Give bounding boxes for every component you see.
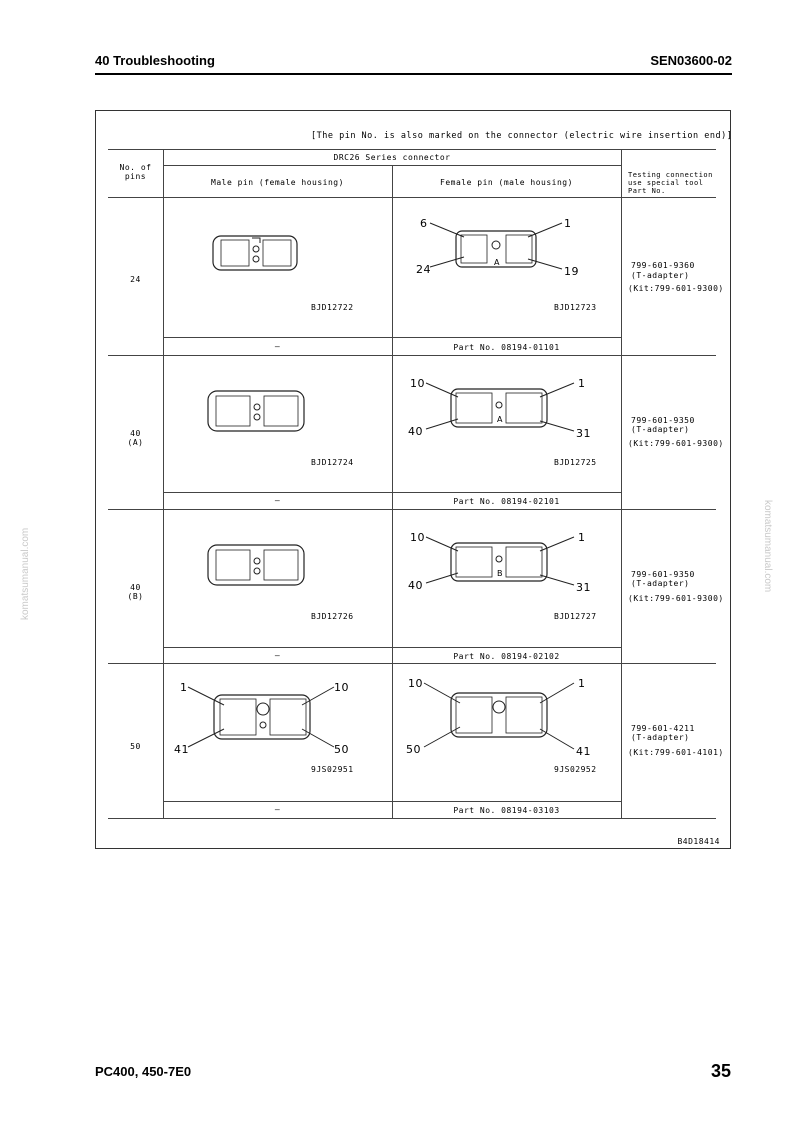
male-figure-code: BJD12726 — [311, 612, 354, 621]
row-pins: 24 — [130, 275, 141, 284]
female-figure-code: BJD12727 — [554, 612, 597, 621]
figure-code: B4D18414 — [677, 837, 720, 846]
female-figure-code: BJD12725 — [554, 458, 597, 467]
pin-label: 50 — [334, 743, 349, 756]
male-figure-code: BJD12724 — [311, 458, 354, 467]
watermark-right: komatsumanual.com — [762, 500, 773, 593]
table-rule — [108, 149, 716, 150]
group-title: DRC26 Series connector — [333, 153, 451, 162]
row-pins: 50 — [130, 742, 141, 751]
table-rule — [108, 818, 716, 819]
tool-part: 799-601-9360 — [631, 261, 695, 270]
male-figure-code: BJD12722 — [311, 303, 354, 312]
pin-label: 1 — [578, 377, 586, 390]
tool-kit: (Kit:799-601-4101) — [628, 748, 724, 757]
female-connector-40b-drawing — [406, 531, 591, 593]
pin-label: 1 — [564, 217, 572, 230]
pin-label: 31 — [576, 581, 591, 594]
pin-label: 50 — [406, 743, 421, 756]
tool-part: 799-601-4211 — [631, 724, 695, 733]
table-rule — [108, 663, 716, 664]
tool-kit: (Kit:799-601-9300) — [628, 439, 724, 448]
female-part: Part No. 08194-02101 — [453, 497, 560, 506]
pin-label: 24 — [416, 263, 431, 276]
pin-label: 1 — [180, 681, 188, 694]
pin-label: 10 — [334, 681, 349, 694]
tool-part: 799-601-9350 — [631, 570, 695, 579]
male-connector-50-drawing — [174, 677, 354, 755]
pin-label: 10 — [410, 377, 425, 390]
row-variant: (A) — [127, 438, 144, 447]
table-rule — [621, 149, 622, 818]
pin-label: 10 — [408, 677, 423, 690]
female-part: Part No. 08194-01101 — [453, 343, 560, 352]
tool-kit: (Kit:799-601-9300) — [628, 284, 724, 293]
pin-label: 31 — [576, 427, 591, 440]
female-connector-40a-drawing — [406, 377, 591, 439]
pin-label: 6 — [420, 217, 428, 230]
male-connector-24-drawing — [211, 226, 301, 276]
col-pins-header: No. of pins — [119, 163, 152, 181]
col-female-header: Female pin (male housing) — [440, 178, 573, 187]
male-part: — — [274, 651, 281, 660]
male-connector-40a-drawing — [206, 383, 306, 435]
female-connector-50-drawing — [406, 675, 591, 758]
pin-label: 19 — [564, 265, 579, 278]
tool-type: (T-adapter) — [631, 425, 690, 434]
pin-label: 40 — [408, 425, 423, 438]
pin-label: 10 — [410, 531, 425, 544]
table-rule — [108, 197, 716, 198]
tool-part: 799-601-9350 — [631, 416, 695, 425]
header-doc-code: SEN03600-02 — [650, 53, 732, 68]
female-connector-letter: A — [497, 415, 503, 424]
table-rule — [108, 355, 716, 356]
female-connector-24-drawing — [416, 217, 579, 279]
table-note: [The pin No. is also marked on the connector (electric wire insertion end)] — [311, 131, 733, 141]
male-part: — — [274, 342, 281, 351]
tool-type: (T-adapter) — [631, 733, 690, 742]
male-part: — — [274, 496, 281, 505]
male-figure-code: 9JS02951 — [311, 765, 354, 774]
tool-kit: (Kit:799-601-9300) — [628, 594, 724, 603]
pin-label: 1 — [578, 677, 586, 690]
row-pins: 40 — [130, 429, 141, 438]
male-part: — — [274, 805, 281, 814]
female-part: Part No. 08194-02102 — [453, 652, 560, 661]
page-number: 35 — [710, 1061, 731, 1081]
pin-label: 1 — [578, 531, 586, 544]
female-figure-code: BJD12723 — [554, 303, 597, 312]
header-section: 40 Troubleshooting — [95, 53, 215, 68]
tool-type: (T-adapter) — [631, 271, 690, 280]
connector-table — [95, 110, 731, 849]
table-rule — [108, 509, 716, 510]
female-figure-code: 9JS02952 — [554, 765, 597, 774]
col-male-header: Male pin (female housing) — [211, 178, 344, 187]
header-rule — [95, 73, 732, 75]
tool-type: (T-adapter) — [631, 579, 690, 588]
col-tool-header: Testing connection use special tool Part No. — [628, 171, 713, 195]
table-rule — [163, 149, 164, 818]
watermark-left: komatsumanual.com — [20, 527, 31, 620]
footer-model: PC400, 450-7E0 — [95, 1064, 192, 1079]
female-connector-letter: A — [494, 258, 500, 267]
male-connector-40b-drawing — [206, 537, 306, 589]
row-variant: (B) — [127, 592, 144, 601]
pin-label: 40 — [408, 579, 423, 592]
pin-label: 41 — [174, 743, 189, 756]
female-connector-letter: B — [497, 569, 503, 578]
pin-label: 41 — [576, 745, 591, 758]
row-pins: 40 — [130, 583, 141, 592]
table-rule — [392, 165, 393, 818]
female-part: Part No. 08194-03103 — [453, 806, 560, 815]
